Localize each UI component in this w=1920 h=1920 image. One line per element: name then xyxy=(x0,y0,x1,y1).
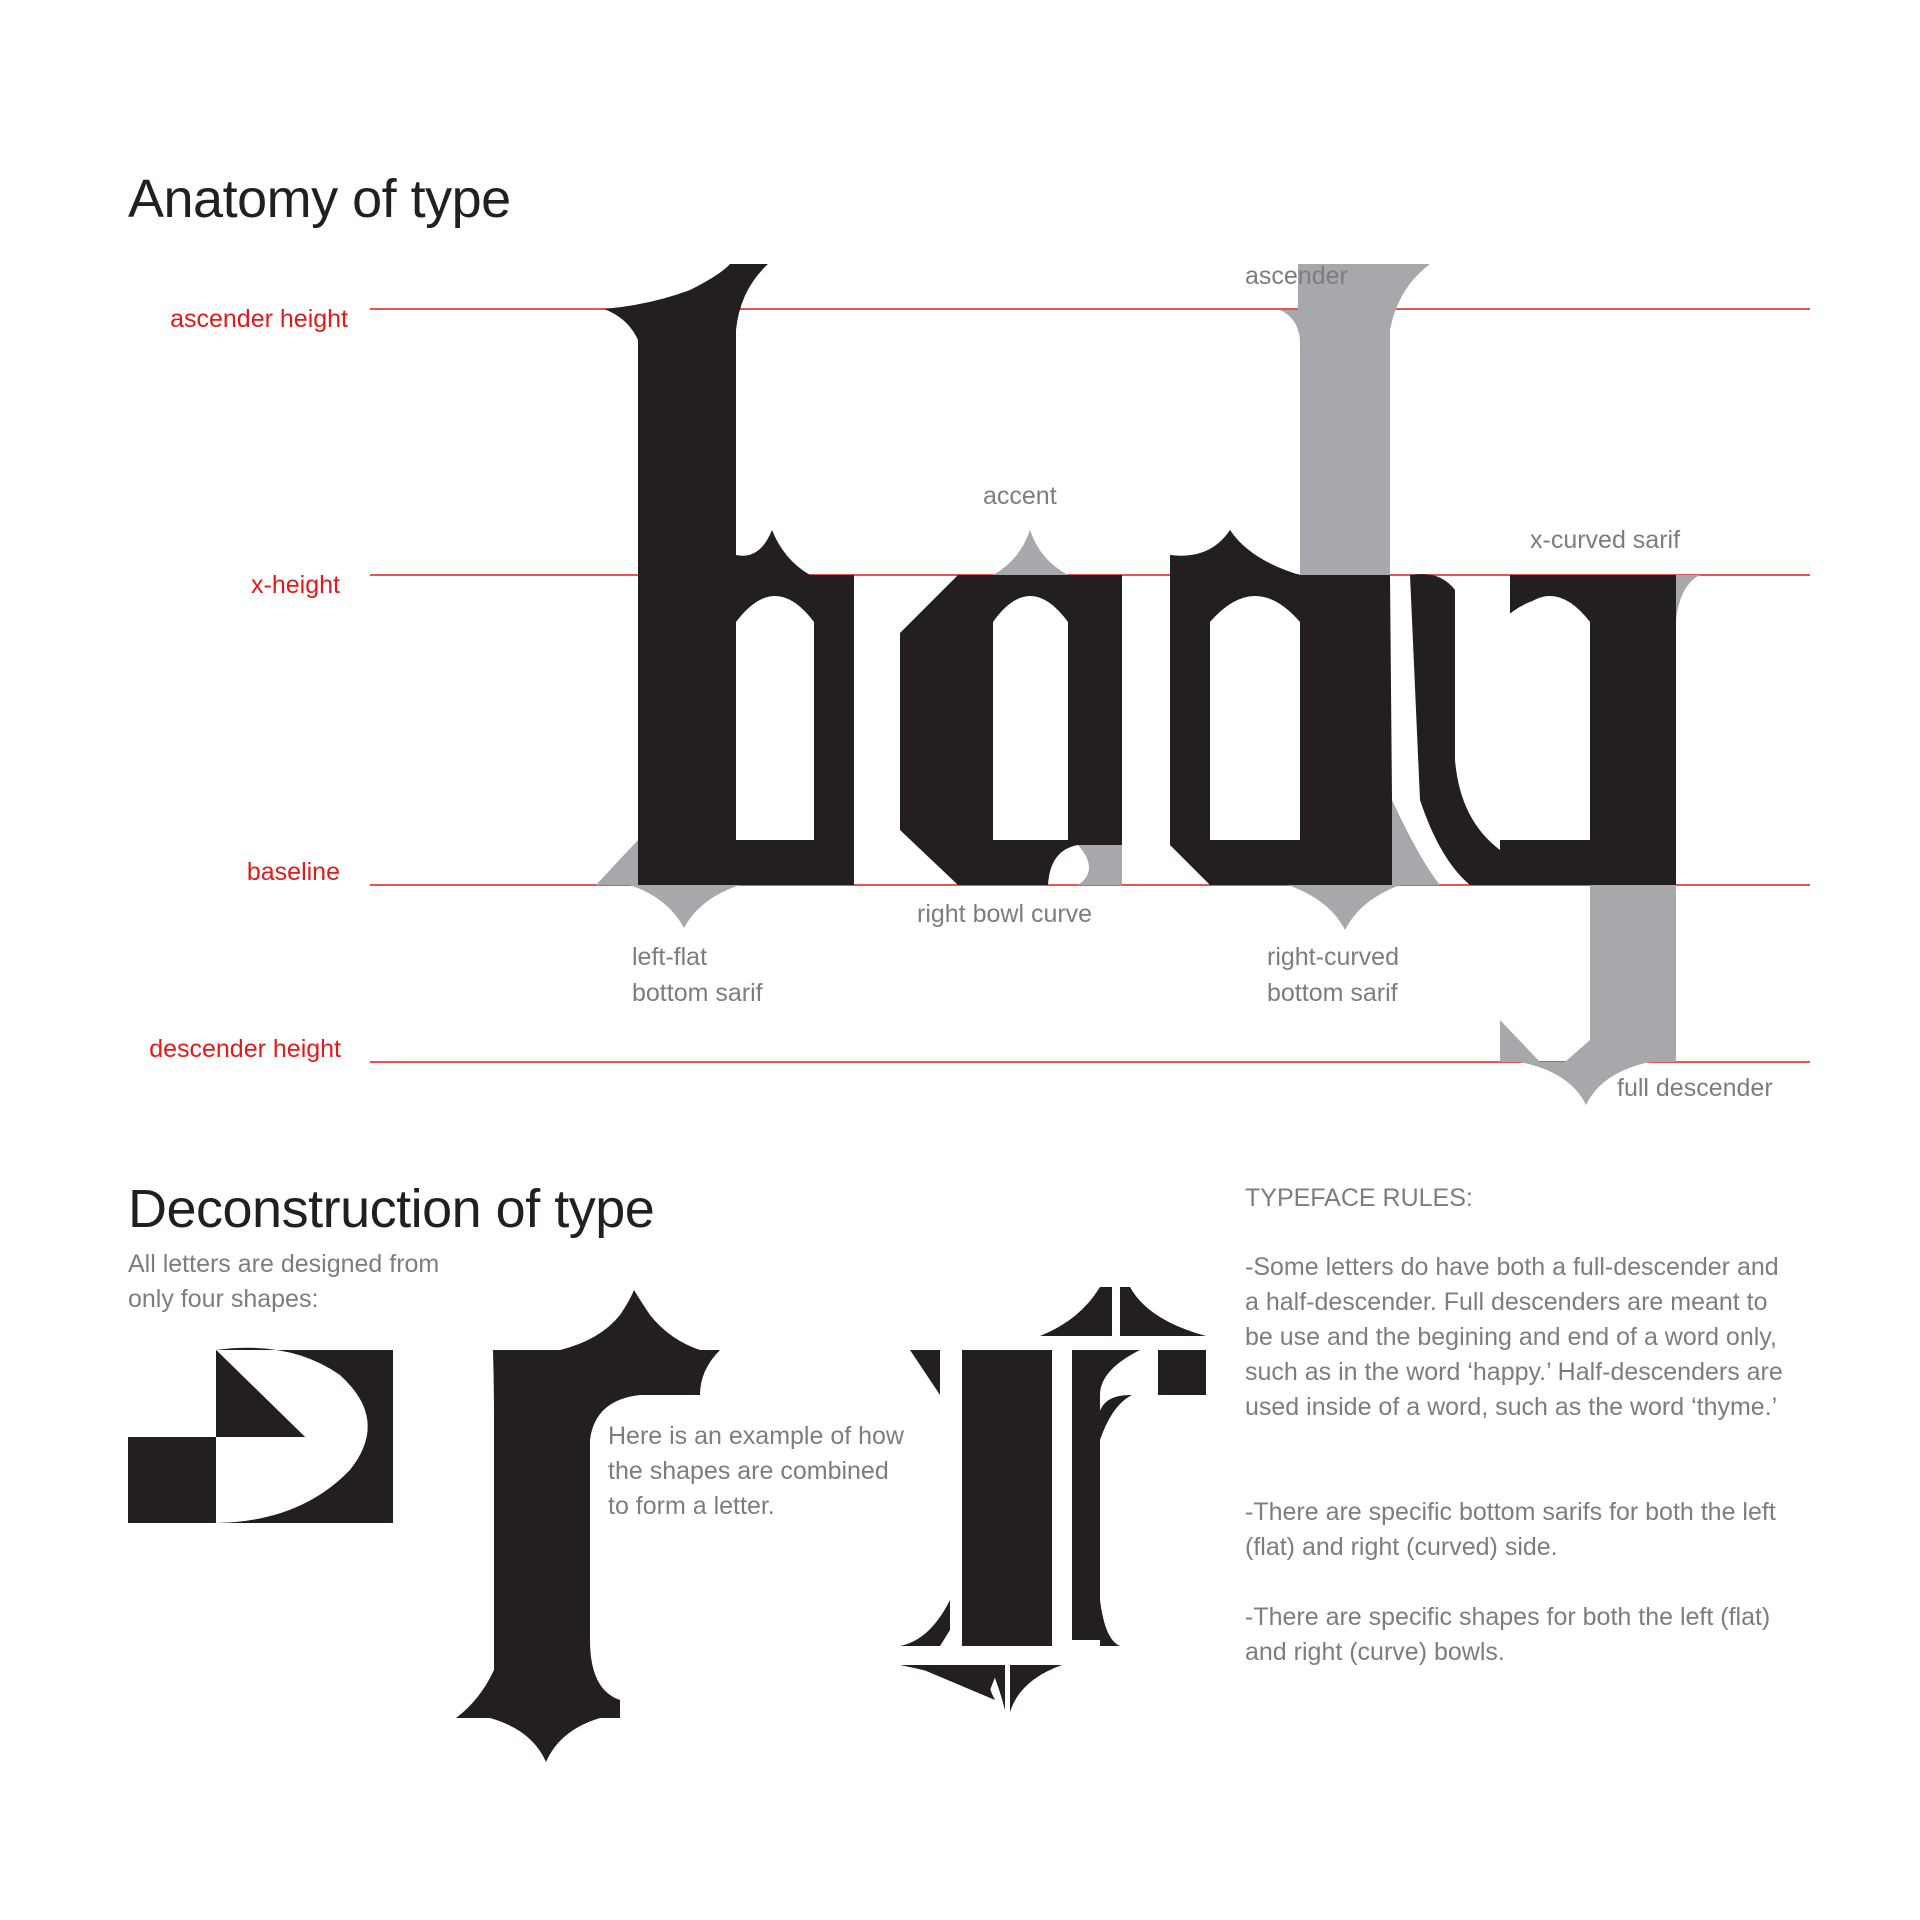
rules-heading: TYPEFACE RULES: xyxy=(1245,1184,1473,1212)
callout-right-curved-line2: bottom sarif xyxy=(1267,979,1398,1007)
descender-foot xyxy=(1500,1020,1540,1062)
left-flat-serif-drop xyxy=(630,885,740,928)
glyph-d xyxy=(1170,530,1392,885)
x-curved-serif-shape xyxy=(1676,575,1700,620)
guide-label-baseline: baseline xyxy=(246,858,340,886)
accent-shape xyxy=(993,530,1068,575)
right-curved-serif-drop xyxy=(1288,885,1400,930)
deconstruction-title: Deconstruction of type xyxy=(128,1179,655,1239)
callout-ascender: ascender xyxy=(1245,262,1348,290)
example-line3: to form a letter. xyxy=(608,1492,775,1520)
letter-example-solid xyxy=(456,1290,720,1762)
ascender-shape xyxy=(1280,264,1430,575)
deconstruction-intro-line1: All letters are designed from xyxy=(128,1250,440,1278)
callout-accent: accent xyxy=(983,482,1057,510)
callout-left-flat-line1: left-flat xyxy=(632,943,708,971)
rules-paragraph-3: -There are specific shapes for both the left (flat) and right (curve) bowls. xyxy=(1245,1603,1771,1666)
left-flat-serif-shape xyxy=(596,840,638,885)
rules-paragraph-1: -Some letters do have both a full-descender and a half-descender. Full descenders are meant to be use and the begining and end of a word only, such as in the word ‘happy.’ Half-descenders are used inside of a word, such as the word ‘thyme.’ xyxy=(1245,1253,1783,1421)
descender-shape xyxy=(1565,885,1676,1062)
callout-left-flat-line2: bottom sarif xyxy=(632,979,763,1007)
shape-square xyxy=(128,1437,216,1523)
guide-label-xheight: x-height xyxy=(251,571,340,599)
example-line1: Here is an example of how xyxy=(608,1422,904,1450)
callout-x-curved: x-curved sarif xyxy=(1530,526,1681,554)
callout-right-bowl: right bowl curve xyxy=(917,900,1093,928)
guide-label-ascender: ascender height xyxy=(170,305,348,333)
example-line2: the shapes are combined xyxy=(608,1457,889,1485)
rules-paragraph-2: -There are specific bottom sarifs for both the left (flat) and right (curved) side. xyxy=(1245,1498,1776,1561)
callout-right-curved-line1: right-curved xyxy=(1267,943,1399,971)
letter-example-exploded xyxy=(900,1287,1206,1712)
deconstruction-intro-line2: only four shapes: xyxy=(128,1285,319,1313)
glyph-y xyxy=(1410,574,1676,885)
right-bowl-shape xyxy=(1078,845,1122,885)
glyph-o xyxy=(900,575,1122,885)
guide-label-descender: descender height xyxy=(149,1035,341,1063)
callout-full-descender: full descender xyxy=(1617,1074,1773,1102)
anatomy-title: Anatomy of type xyxy=(128,169,511,229)
